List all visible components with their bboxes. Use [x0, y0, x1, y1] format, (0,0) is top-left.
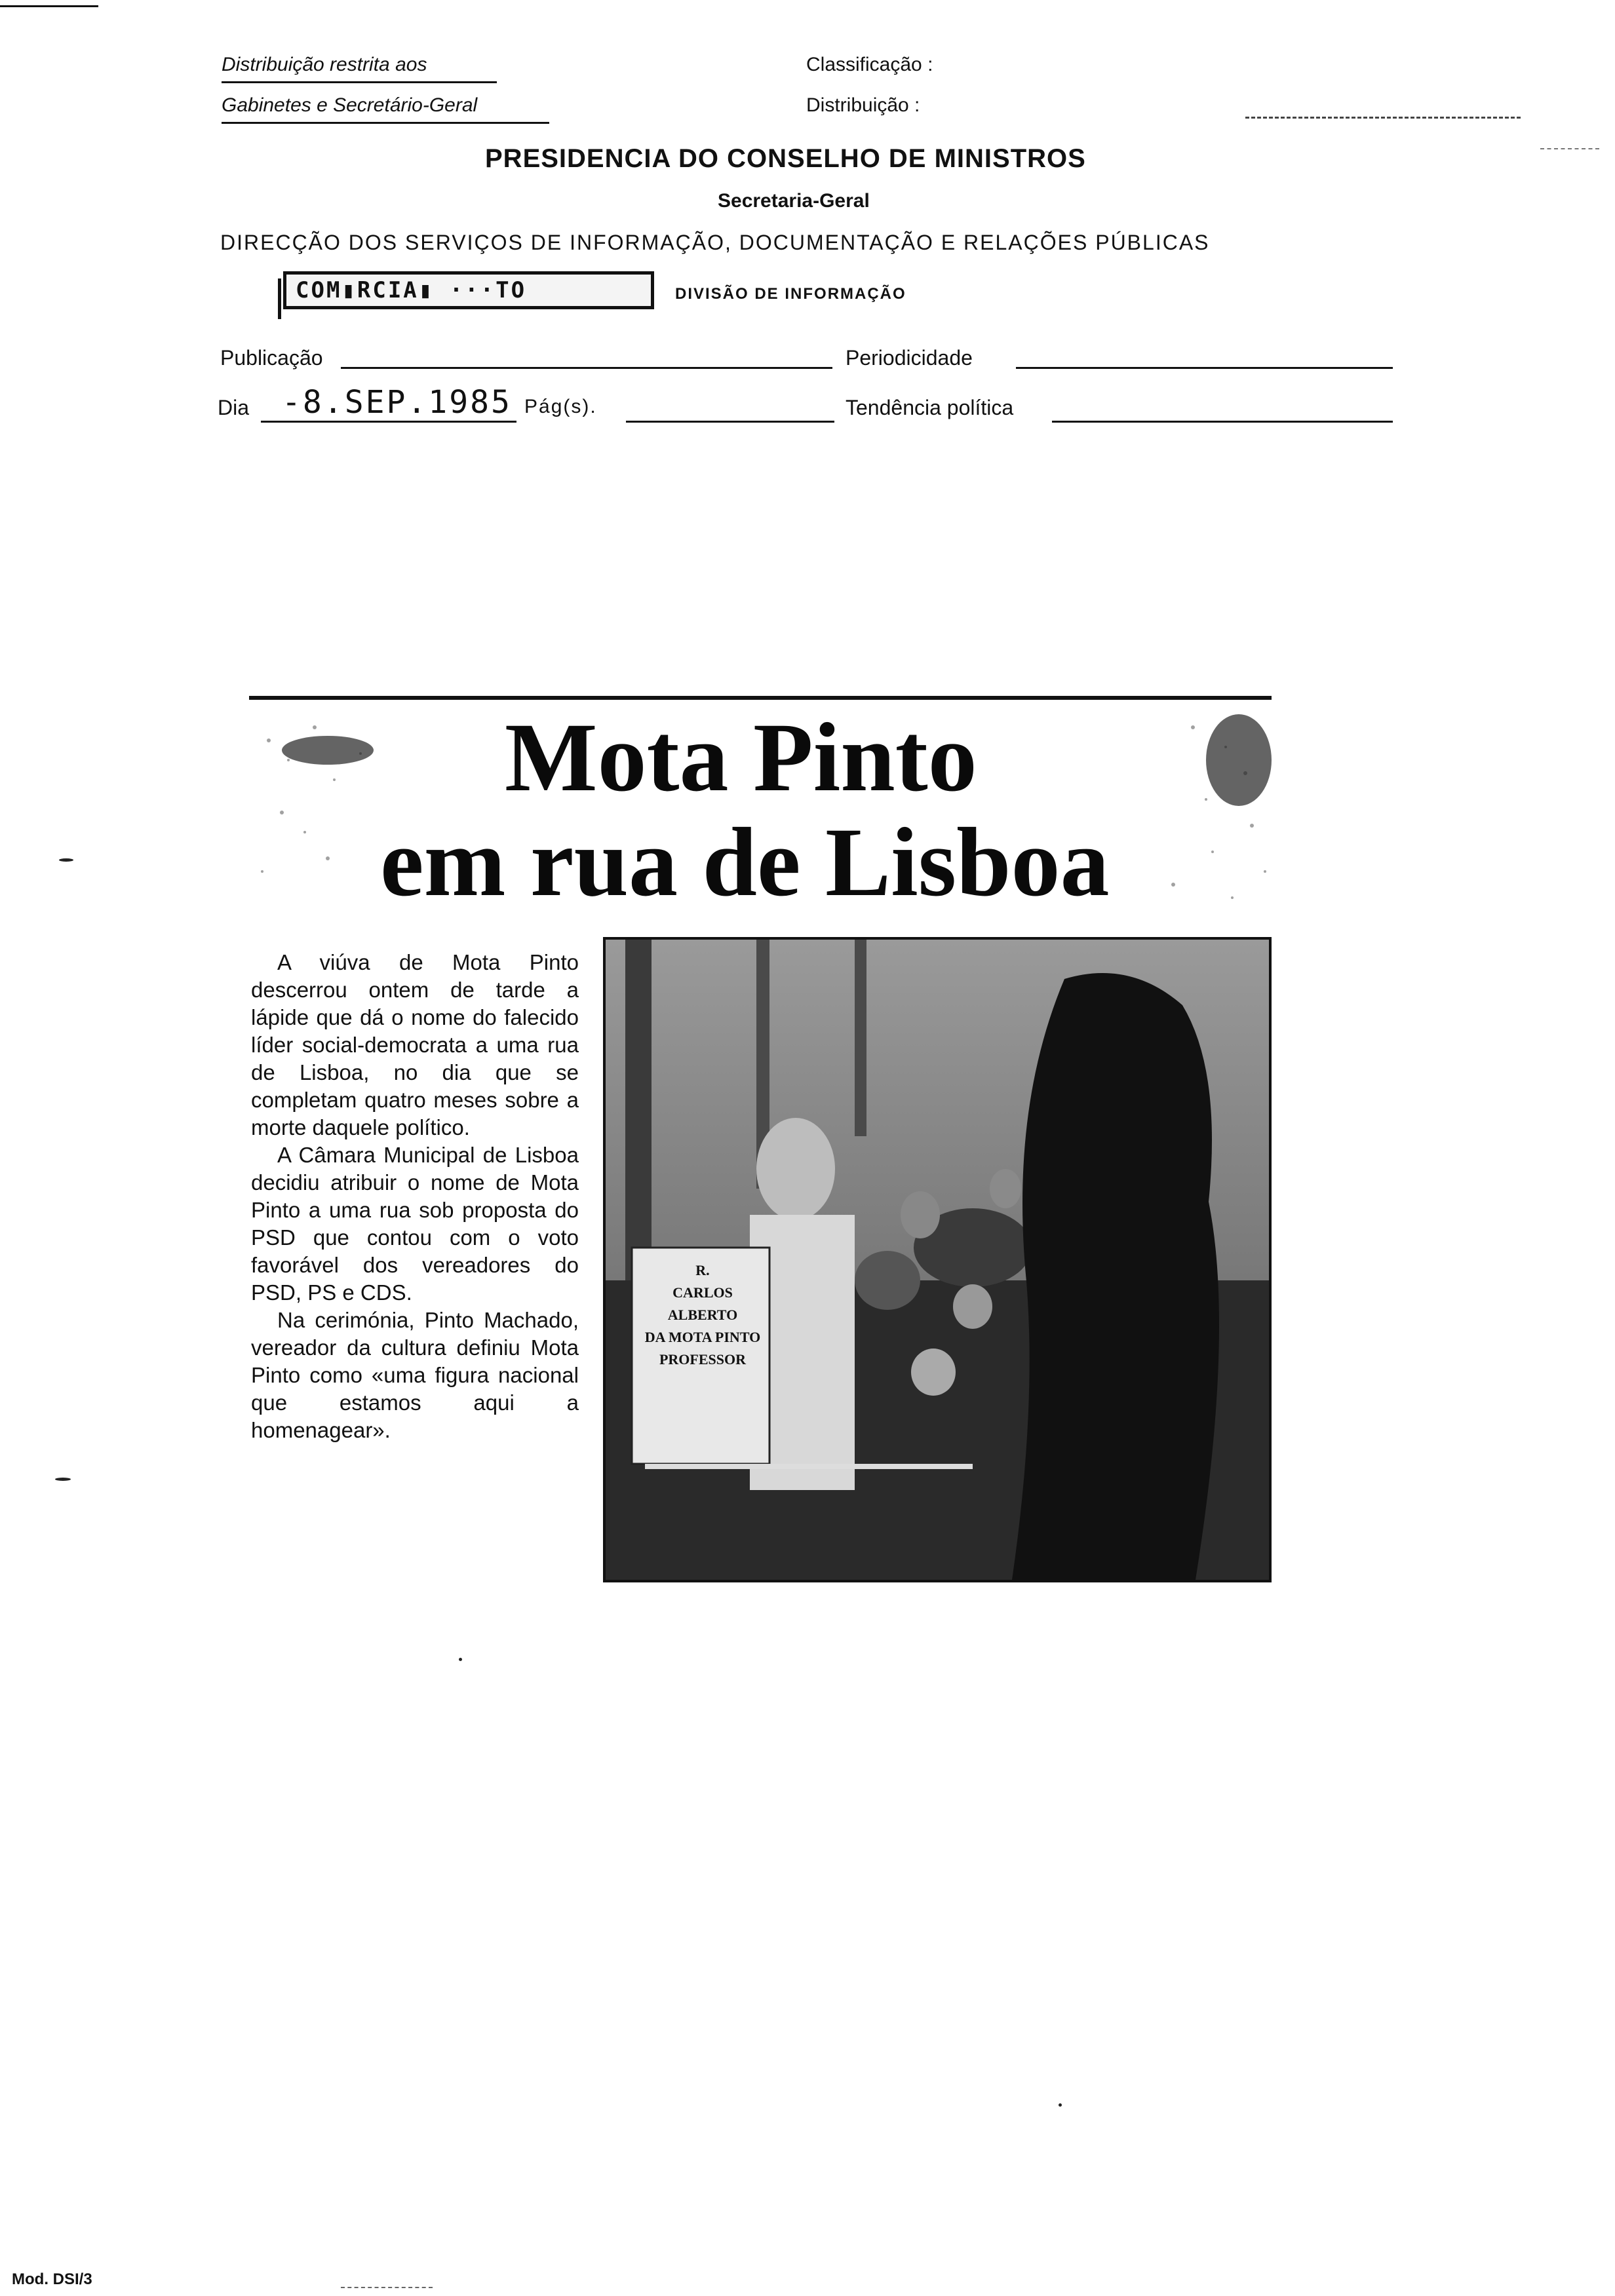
stamp-left-tick — [278, 278, 281, 319]
sign-line-4: PROFESSOR — [659, 1351, 747, 1368]
day-label: Dia — [218, 396, 250, 419]
article-paragraph-2: A Câmara Municipal de Lisboa decidiu atribuir o nome de Mota Pinto a uma rua sob proposta do PSD que contou com o voto favorável dos vereadores do PSD, PS e CDS. — [251, 1143, 579, 1305]
footer-dashes — [341, 2287, 433, 2288]
restricted-line2: Gabinetes e Secretário-Geral — [222, 94, 478, 116]
publication-label: Publicação — [220, 346, 323, 370]
date-stamp: -8.SEP.1985 — [282, 384, 512, 421]
scan-speck — [459, 1658, 462, 1661]
restricted-line1: Distribuição restrita aos — [222, 54, 427, 75]
publication-line — [341, 367, 832, 369]
article-paragraph-1: A viúva de Mota Pinto descerrou ontem de tarde a lápide que dá o nome do falecido líder social-democrata a uma rua de Lisboa, no dia que se completam quatro meses sobre a morte daquele político. — [251, 950, 579, 1139]
division: DIVISÃO DE INFORMAÇÃO — [675, 285, 906, 303]
sign-line-3: DA MOTA PINTO — [644, 1329, 761, 1345]
periodicity-line — [1016, 367, 1393, 369]
classification-dashes — [1245, 117, 1521, 119]
political-label: Tendência política — [846, 396, 1014, 419]
classification-label: Classificação : — [806, 54, 933, 75]
directorate: DIRECÇÃO DOS SERVIÇOS DE INFORMAÇÃO, DOCUMENTAÇÃO E RELAÇÕES PÚBLICAS — [220, 231, 1210, 254]
headline-line2: em rua de Lisboa — [380, 808, 1110, 917]
restricted-underline1 — [222, 81, 497, 83]
article-body — [251, 949, 579, 1444]
pages-line — [626, 421, 834, 423]
sign-line-1: R. — [695, 1262, 710, 1278]
pages-label: Pág(s). — [524, 396, 597, 417]
article-paragraph-3: Na cerimónia, Pinto Machado, vereador da cultura definiu Mota Pinto como «uma figura nacional que estamos aqui a homenagear». — [251, 1308, 579, 1442]
ministry-title: PRESIDENCIA DO CONSELHO DE MINISTROS — [485, 144, 1086, 173]
stamp-text: COM▮RCIA▮ ···TO — [296, 277, 527, 303]
margin-dashes — [1540, 148, 1599, 149]
photo-sign-text — [637, 1259, 768, 1371]
sign-line-2: CARLOS ALBERTO — [667, 1284, 738, 1323]
political-line — [1052, 421, 1393, 423]
newspaper-stamp — [283, 271, 654, 309]
restricted-underline2 — [222, 122, 549, 124]
scan-speck — [1059, 2103, 1062, 2107]
day-line — [261, 421, 516, 423]
scan-speck — [59, 858, 73, 862]
scan-speck — [55, 1478, 71, 1481]
headline-line1: Mota Pinto — [505, 703, 977, 812]
periodicity-label: Periodicidade — [846, 346, 973, 370]
secretariat: Secretaria-Geral — [718, 190, 870, 212]
distribution-label: Distribuição : — [806, 94, 920, 116]
form-code: Mod. DSI/3 — [12, 2270, 92, 2288]
news-photo — [603, 937, 1272, 1582]
clipping-top-rule — [249, 696, 1272, 700]
top-rule — [0, 5, 98, 7]
